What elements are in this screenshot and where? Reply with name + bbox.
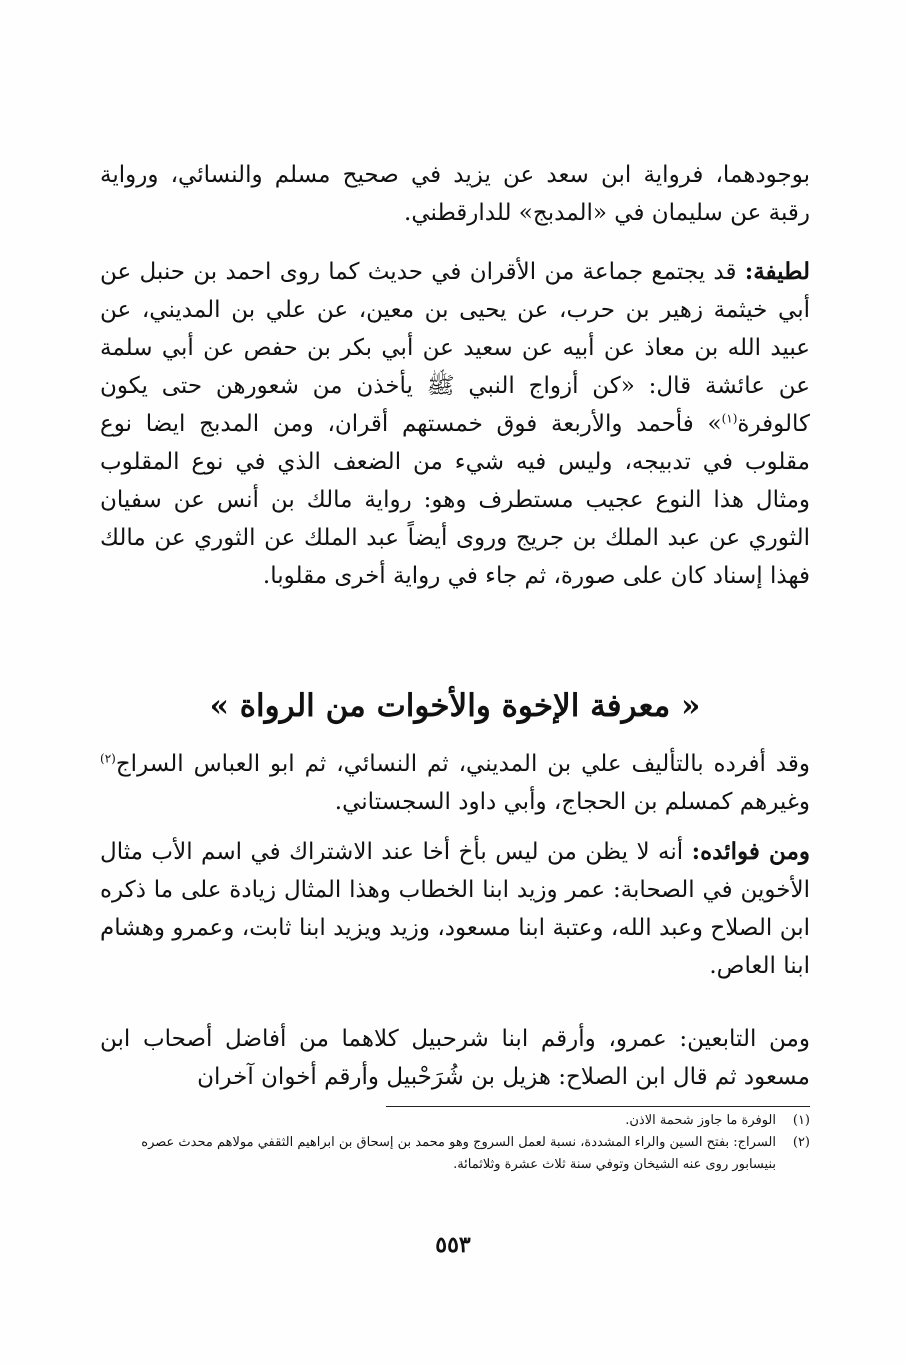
ikhwa-text-continued: وغيرهم كمسلم بن الحجاج، وأبي داود السجستاني. [334, 789, 810, 815]
latifa-text-continued: » فأحمد والأربعة فوق خمستهم أقران، ومن المدبج ايضا نوع مقلوب في تدبيجه، وليس فيه شيء من الضعف الذي في نوع المقلوب ومثال هذا النوع عجيب مستطرف وهو: رواية مالك بن أنس عن سفيان الثوري عن عبد الملك بن جريج وروى أيضاً عبد الملك عن الثوري عن مالك فهذا إسناد كان على صورة، ثم جاء في رواية أخرى مقلوبا. [100, 411, 810, 589]
paragraph-tabiin-text: ومن التابعين: عمرو، وأرقم ابنا شرحبيل كلاهما من أفاضل أصحاب ابن مسعود ثم قال ابن الصلاح: هزيل بن شُرَحْبيل وأرقم أخوان آخران [100, 1026, 810, 1090]
footnote-text: السراج: بفتح السين والراء المشددة، نسبة لعمل السروج وهو محمد بن إسحاق بن ابراهيم الثقفي مولاهم محدث عصره بنيسابور روى عنه الشيخان وتوفي سنة ثلاث عشرة وثلاثمائة. [141, 1135, 776, 1172]
footnote-divider [386, 1106, 810, 1107]
paragraph-latifa [100, 253, 810, 595]
fawaid-text: أنه لا يظن من ليس بأخ أخا عند الاشتراك في اسم الأب مثال الأخوين في الصحابة: عمر وزيد ابنا الخطاب وهذا المثال زيادة على ما ذكره ابن الصلاح وعبد الله، وعتبة ابنا مسعود، وزيد ويزيد ابنا ثابت، وعمرو وهشام ابنا العاص. [100, 839, 810, 979]
page-number: ٥٥٣ [435, 1232, 471, 1258]
ikhwa-text: وقد أفرده بالتأليف علي بن المديني، ثم النسائي، ثم ابو العباس السراج [115, 751, 810, 777]
footnote-ref-1: (١) [721, 411, 738, 426]
latifa-lead: لطيفة: [744, 258, 810, 285]
footnote-ref-2: (٢) [100, 751, 116, 766]
section-title: « معرفة الإخوة والأخوات من الرواة » [209, 688, 701, 724]
paragraph-fawaid [100, 833, 810, 985]
footnote-number: (٢) [792, 1135, 810, 1150]
footnote-item [100, 1132, 810, 1176]
paragraph-fawaid-body [100, 833, 810, 985]
paragraph-latifa-body [100, 253, 810, 595]
footnote-text: الوفرة ما جاوز شحمة الاذن. [625, 1113, 776, 1128]
footnotes [100, 1110, 810, 1176]
paragraph-opening [100, 156, 810, 232]
paragraph-ikhwa-body [100, 745, 810, 821]
paragraph-opening-text: بوجودهما، فرواية ابن سعد عن يزيد في صحيح مسلم والنسائي، ورواية رقبة عن سليمان في «المدبج» للدارقطني. [100, 162, 810, 226]
paragraph-ikhwa [100, 745, 810, 821]
latifa-text: قد يجتمع جماعة من الأقران في حديث كما روى احمد بن حنبل عن أبي خيثمة زهير بن حرب، عن يحيى بن معين، عن علي بن المديني، عن عبيد الله بن معاذ عن أبيه عن سعيد عن أبي بكر بن حفص عن أبي سلمة عن عائشة قال: «كن أزواج النبي ﷺ يأخذن من شعورهن حتى يكون كالوفرة [100, 259, 810, 437]
fawaid-lead: ومن فوائده: [691, 838, 810, 865]
paragraph-tabiin [100, 1020, 810, 1096]
footnote-item [100, 1110, 810, 1132]
footnote-number: (١) [792, 1113, 810, 1128]
